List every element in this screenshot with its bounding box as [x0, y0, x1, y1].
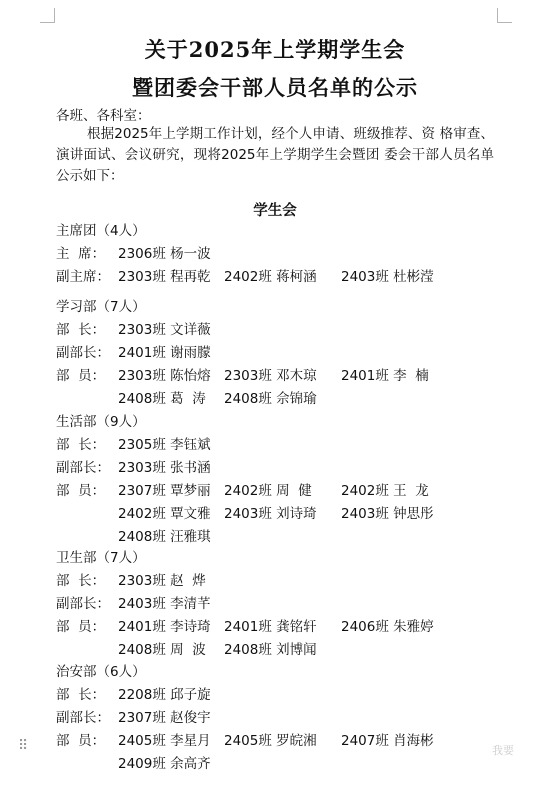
page-corner-mark-left — [40, 8, 55, 23]
department-block — [56, 661, 451, 776]
member-row — [56, 457, 451, 480]
member-row — [56, 753, 451, 776]
member-entry: 2409班 余高齐 — [118, 756, 211, 772]
member-entry: 2408班 汪雅琪 — [118, 529, 211, 545]
member-entry: 2401班 谢雨朦 — [118, 345, 211, 361]
member-entry: 2401班 龚铭轩 — [224, 619, 317, 635]
role-label: 部 员： — [56, 733, 106, 749]
greeting: 各班、各科室： — [56, 108, 151, 124]
member-row — [56, 342, 451, 365]
role-label: 部 长： — [56, 322, 106, 338]
member-row — [56, 570, 451, 593]
member-entry: 2401班 李诗琦 — [118, 619, 211, 635]
department-name: 治安部（6人） — [56, 664, 146, 680]
document-title-line2: 暨团委会干部人员名单的公示 — [132, 75, 418, 100]
watermark: 我要 — [492, 744, 514, 757]
department-block — [56, 220, 451, 289]
member-row — [56, 434, 451, 457]
member-row — [56, 684, 451, 707]
member-row — [56, 730, 451, 753]
role-label: 副主席： — [56, 269, 110, 285]
member-entry: 2303班 赵 烨 — [118, 573, 206, 589]
member-entry: 2402班 周 健 — [224, 483, 312, 499]
member-entry: 2402班 王 龙 — [341, 483, 429, 499]
role-label: 主 席： — [56, 246, 106, 262]
role-label: 部 长： — [56, 687, 106, 703]
member-entry: 2307班 覃梦丽 — [118, 483, 211, 499]
member-entry: 2403班 杜彬滢 — [341, 269, 434, 285]
department-block — [56, 296, 451, 411]
member-row — [56, 319, 451, 342]
role-label: 部 员： — [56, 483, 106, 499]
member-entry: 2405班 罗皖湘 — [224, 733, 317, 749]
member-row — [56, 707, 451, 730]
member-entry: 2406班 朱雅婷 — [341, 619, 434, 635]
member-entry: 2208班 邱子旋 — [118, 687, 211, 703]
member-entry: 2407班 肖海彬 — [341, 733, 434, 749]
page-corner-mark-right — [497, 8, 512, 23]
department-name: 主席团（4人） — [56, 223, 146, 239]
section-title: 学生会 — [253, 203, 297, 219]
member-row — [56, 266, 451, 289]
role-label: 副部长： — [56, 710, 110, 726]
member-entry: 2303班 张书涵 — [118, 460, 211, 476]
role-label: 部 长： — [56, 437, 106, 453]
member-row — [56, 388, 451, 411]
department-block — [56, 411, 451, 549]
document-title-line1: 关于2025年上学期学生会 — [144, 37, 406, 62]
role-label: 部 员： — [56, 619, 106, 635]
member-entry: 2303班 陈怡熔 — [118, 368, 211, 384]
member-entry: 2408班 佘锦瑜 — [224, 391, 317, 407]
member-row — [56, 526, 451, 549]
member-row — [56, 503, 451, 526]
member-entry: 2303班 文详薇 — [118, 322, 211, 338]
department-name: 生活部（9人） — [56, 414, 146, 430]
role-label: 部 员： — [56, 368, 106, 384]
drag-handle-icon[interactable]: ⠿ — [18, 738, 29, 754]
member-entry: 2408班 刘博闻 — [224, 642, 317, 658]
member-entry: 2402班 覃文雅 — [118, 506, 211, 522]
member-row — [56, 639, 451, 662]
member-entry: 2306班 杨一波 — [118, 246, 211, 262]
member-entry: 2403班 刘诗琦 — [224, 506, 317, 522]
department-block — [56, 547, 451, 662]
member-entry: 2401班 李 楠 — [341, 368, 429, 384]
member-entry: 2307班 赵俊宇 — [118, 710, 211, 726]
member-row — [56, 243, 451, 266]
member-entry: 2403班 李清芊 — [118, 596, 211, 612]
member-row — [56, 480, 451, 503]
member-entry: 2303班 程再乾 — [118, 269, 211, 285]
role-label: 副部长： — [56, 345, 110, 361]
member-entry: 2305班 李钰斌 — [118, 437, 211, 453]
member-entry: 2408班 周 波 — [118, 642, 206, 658]
member-entry: 2408班 葛 涛 — [118, 391, 206, 407]
role-label: 副部长： — [56, 596, 110, 612]
member-row — [56, 365, 451, 388]
member-row — [56, 593, 451, 616]
role-label: 部 长： — [56, 573, 106, 589]
department-name: 学习部（7人） — [56, 299, 146, 315]
role-label: 副部长： — [56, 460, 110, 476]
member-row — [56, 616, 451, 639]
department-name: 卫生部（7人） — [56, 550, 146, 566]
member-entry: 2303班 邓木琼 — [224, 368, 317, 384]
member-entry: 2402班 蒋柯涵 — [224, 269, 317, 285]
member-entry: 2403班 钟思彤 — [341, 506, 434, 522]
member-entry: 2405班 李星月 — [118, 733, 211, 749]
intro-paragraph: 根据2025年上学期工作计划，经个人申请、班级推荐、资 格审查、演讲面试、会议研究，现将2025年上学期学生会暨团 委会干部人员名单公示如下： — [56, 126, 494, 184]
